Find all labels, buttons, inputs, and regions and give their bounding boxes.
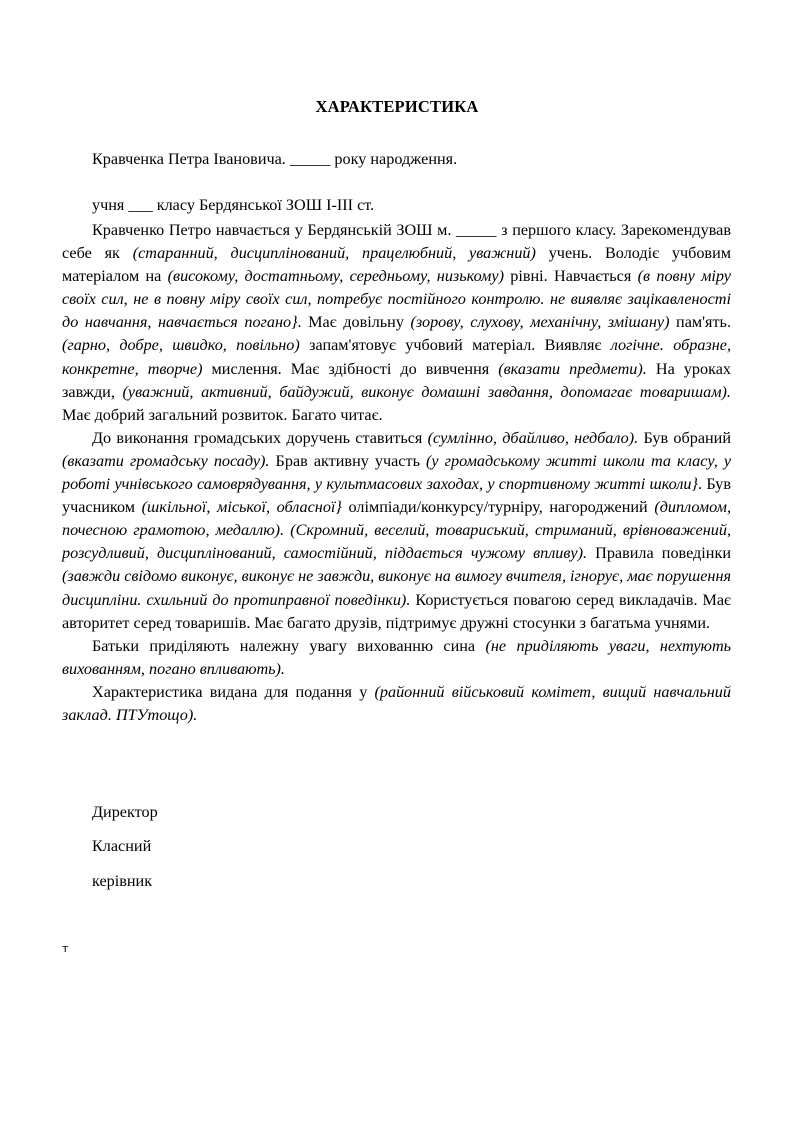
body-text: пам'ять. bbox=[669, 313, 731, 332]
body-text: запам'ятовує учбовий матеріал. Виявляє bbox=[299, 336, 611, 355]
body-text: . Має довільну bbox=[297, 313, 411, 332]
italic-options-text: (дипломом, почесною грамотою, медаллю). (Скромний, веселий, товариський, стриманий, врівноважений, розсудливий, дисциплінований, самостійний, піддається чужому впливу). bbox=[62, 498, 731, 563]
italic-options-text: (гарно, добре, швидко, повільно) bbox=[62, 336, 300, 355]
body-text: Правила поведінки bbox=[587, 544, 731, 563]
italic-options-text: (не приділяють уваги, нехтують вихованням, погано впливають). bbox=[62, 636, 731, 678]
body-text: До виконання громадських доручень ставиться bbox=[92, 428, 428, 447]
characteristic-body bbox=[62, 219, 731, 727]
body-text: учень. Володіє учбовим матеріалом на bbox=[62, 244, 731, 286]
body-text: Кравченко Петро навчається у Бердянській ЗОШ м. _____ з першого класу. Зарекомендував себе як bbox=[62, 221, 731, 263]
italic-options-text: (районний військовий комітет, вищий навчальний заклад. ПТУтощо). bbox=[62, 682, 731, 724]
body-text: Був обраний bbox=[638, 428, 731, 447]
document-title: ХАРАКТЕРИСТИКА bbox=[315, 97, 479, 116]
student-name-line: Кравченка Петра Івановича. _____ року народження. bbox=[92, 150, 458, 168]
body-text: На уроках завжди, bbox=[62, 359, 731, 401]
body-text: мислення. Має здібності до вивчення bbox=[202, 359, 499, 378]
signature-class-teacher-2: керівник bbox=[92, 872, 153, 890]
italic-options-text: (у громадському житті школи та класу, у роботі учнівського самоврядування, у культмасових заходах, у спортивному житті школи} bbox=[62, 451, 731, 494]
body-text: Користується повагою серед викладачів. Має авторитет серед товаришів. Має багато друзів, підтримує дружні стосунки з багатьма учнями. bbox=[62, 590, 731, 632]
body-paragraph bbox=[62, 219, 731, 427]
body-text: Характеристика видана для подання у bbox=[92, 682, 375, 701]
italic-options-text: логічне. образне, конкретне, творче) bbox=[62, 336, 732, 378]
body-text: Має добрий загальний розвиток. Багато читає. bbox=[62, 405, 383, 424]
italic-options-text: (сумлінно, дбайливо, недбало). bbox=[427, 428, 639, 447]
student-class-line: учня ___ класу Бердянської ЗОШ І-ІІІ ст. bbox=[92, 196, 375, 214]
body-paragraph bbox=[62, 681, 731, 727]
body-paragraph bbox=[62, 635, 731, 681]
italic-options-text: (уважний, активний, байдужий, виконує домашні завдання, допомагає товаришам). bbox=[122, 382, 731, 401]
italic-options-text: (високому, достатньому, середньому, низькому) bbox=[167, 267, 504, 286]
body-paragraph bbox=[62, 427, 731, 635]
italic-options-text: (в повну міру своїх сил, не в повну міру своїх сил, потребує постійного контролю. не виявляє зацікавленості до навчання, навчається погано} bbox=[62, 267, 731, 332]
italic-options-text: (завжди свідомо виконує, виконує не завжди, виконує на вимогу вчителя, ігнорує, має порушення дисципліни. схильний до протиправної поведінки). bbox=[62, 567, 731, 609]
italic-options-text: (вказати громадську посаду). bbox=[62, 451, 270, 470]
body-text: Брав активну участь bbox=[269, 451, 427, 470]
body-text: олімпіади/конкурсу/турніру, нагороджений bbox=[341, 498, 655, 517]
italic-options-text: (старанний, дисциплінований, працелюбний, уважний) bbox=[132, 244, 536, 263]
body-text: . Був учасником bbox=[62, 475, 731, 517]
signature-class-teacher-1: Класний bbox=[92, 837, 152, 855]
body-text: рівні. Навчається bbox=[503, 267, 638, 286]
body-text: Батьки приділяють належну увагу вихованню сина bbox=[92, 636, 486, 655]
footer-mark: т bbox=[62, 942, 69, 955]
italic-options-text: (вказати предмети). bbox=[498, 359, 647, 378]
signature-director: Директор bbox=[92, 803, 158, 821]
italic-options-text: (шкільної, міської, обласної} bbox=[141, 498, 342, 517]
italic-options-text: (зорову, слухову, механічну, змішану) bbox=[410, 313, 670, 332]
